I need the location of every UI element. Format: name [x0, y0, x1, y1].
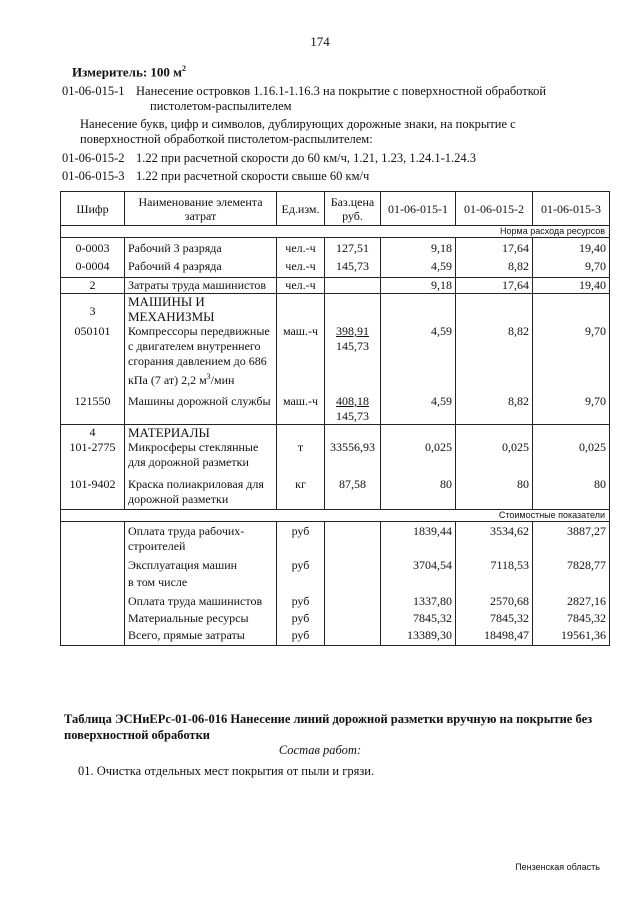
cost-unit: руб — [277, 609, 325, 626]
intro2-line-1: Нанесение букв, цифр и символов, дублирующих дорожные знаки, на покрытие с — [80, 117, 516, 131]
row-price-main: 398,91 — [336, 324, 369, 338]
header-col-2: 01-06-015-2 — [456, 192, 533, 226]
section-materials-row — [61, 425, 610, 441]
row-v2: 80 — [456, 470, 533, 510]
cost-v2: 18498,47 — [456, 626, 533, 646]
variant-code-2: 01-06-015-2 — [62, 151, 125, 165]
row-name: Машины дорожной службы — [125, 388, 277, 425]
table-row — [61, 440, 610, 470]
cost-name: Оплата труда рабочих-строителей — [125, 522, 277, 555]
section-machines-title: МАШИНЫ И МЕХАНИЗМЫ — [125, 294, 277, 325]
row-code: 0-0003 — [61, 238, 125, 257]
row-price-sub: 145,73 — [336, 409, 369, 423]
intro-text: Нанесение островков 1.16.1-1.16.3 на покрытие с поверхностной обработкой — [136, 84, 547, 98]
row-v1: 4,59 — [381, 324, 456, 388]
band-cost-row — [61, 510, 610, 522]
row-code: 101-9402 — [61, 470, 125, 510]
sostav-heading: Состав работ: — [278, 743, 362, 757]
cost-row — [61, 573, 610, 590]
section-machines-row — [61, 294, 610, 325]
row-unit: маш.-ч — [277, 388, 325, 425]
table-row — [61, 256, 610, 278]
cost-v3: 19561,36 — [533, 626, 610, 646]
cost-v3: 7828,77 — [533, 554, 610, 573]
band-cost-label: Стоимостные показатели — [61, 510, 610, 522]
row-code: 101-2775 — [61, 440, 125, 470]
row-v2: 17,64 — [456, 238, 533, 257]
intro2-line-2: поверхностной обработкой пистолетом-распылителем: — [80, 132, 373, 146]
row-unit: кг — [277, 470, 325, 510]
meter-label — [72, 64, 186, 80]
row-name: Рабочий 4 разряда — [125, 256, 277, 278]
row-v2: 8,82 — [456, 388, 533, 425]
header-name: Наименование элемента затрат — [125, 192, 277, 226]
table-row — [61, 324, 610, 388]
table-row — [61, 238, 610, 257]
row-name — [125, 324, 277, 388]
row-v1: 80 — [381, 470, 456, 510]
cost-unit: руб — [277, 522, 325, 555]
cost-v1: 7845,32 — [381, 609, 456, 626]
row-v1: 4,59 — [381, 256, 456, 278]
row-v1: 0,025 — [381, 440, 456, 470]
cost-row — [61, 522, 610, 555]
cost-name: Всего, прямые затраты — [125, 626, 277, 646]
cost-v1: 3704,54 — [381, 554, 456, 573]
cost-name: Оплата труда машинистов — [125, 590, 277, 609]
page-number: 174 — [310, 34, 330, 49]
cost-v3: 7845,32 — [533, 609, 610, 626]
row-unit: т — [277, 440, 325, 470]
cost-name: Материальные ресурсы — [125, 609, 277, 626]
norms-table — [60, 191, 610, 646]
row-v3: 9,70 — [533, 324, 610, 388]
table-row — [61, 388, 610, 425]
table-row — [61, 470, 610, 510]
band-norm-label: Норма расхода ресурсов — [61, 226, 610, 238]
cost-v2: 3534,62 — [456, 522, 533, 555]
band-norm-row — [61, 226, 610, 238]
cost-v1: 1337,80 — [381, 590, 456, 609]
row-name: Рабочий 3 разряда — [125, 238, 277, 257]
footer-region: Пензенская область — [515, 862, 600, 872]
cost-v1: 13389,30 — [381, 626, 456, 646]
row-v3: 19,40 — [533, 278, 610, 294]
row-v1: 9,18 — [381, 278, 456, 294]
cost-v2: 7845,32 — [456, 609, 533, 626]
cost-v1: 1839,44 — [381, 522, 456, 555]
row-v1: 9,18 — [381, 238, 456, 257]
cost-name: Эксплуатация машин — [125, 554, 277, 573]
row-name-text: Компрессоры передвижные с двигателем внутреннего сгорания давлением до 686 кПа (7 ат) 2,2 м — [128, 324, 270, 387]
row-name-sup: 3 — [206, 372, 211, 381]
cost-row — [61, 609, 610, 626]
row-name: Затраты труда машинистов — [125, 278, 277, 294]
row-unit: чел.-ч — [277, 278, 325, 294]
work-item: 01. Очистка отдельных мест покрытия от пыли и грязи. — [78, 764, 375, 778]
section-materials-title: МАТЕРИАЛЫ — [125, 425, 277, 441]
row-v3: 9,70 — [533, 256, 610, 278]
variant-text-3: 1.22 при расчетной скорости свыше 60 км/ч — [136, 169, 370, 183]
cost-row — [61, 554, 610, 573]
cost-unit: руб — [277, 554, 325, 573]
header-col-3: 01-06-015-3 — [533, 192, 610, 226]
row-price — [325, 278, 381, 294]
meter-sup: 2 — [182, 64, 187, 73]
row-price: 145,73 — [325, 256, 381, 278]
row-v1: 4,59 — [381, 388, 456, 425]
row-v3: 80 — [533, 470, 610, 510]
intro-code: 01-06-015-1 — [62, 84, 125, 98]
row-price-sub: 145,73 — [336, 339, 369, 353]
section-materials-code: 4 — [61, 425, 125, 441]
cost-name: в том числе — [125, 573, 277, 590]
row-v3: 9,70 — [533, 388, 610, 425]
header-col-1: 01-06-015-1 — [381, 192, 456, 226]
section-machines-code: 3 — [61, 294, 125, 325]
row-price — [325, 388, 381, 425]
header-unit: Ед.изм. — [277, 192, 325, 226]
row-v2: 17,64 — [456, 278, 533, 294]
meter-text: Измеритель: 100 м — [72, 64, 183, 80]
header-code: Шифр — [61, 192, 125, 226]
variant-text-2: 1.22 при расчетной скорости до 60 км/ч, 1.21, 1.23, 1.24.1-1.24.3 — [136, 151, 477, 165]
table-row — [61, 278, 610, 294]
table-caption: Таблица ЭСНиЕРс-01-06-016 Нанесение линий дорожной разметки вручную на покрытие без поверхностной обработки — [64, 712, 593, 742]
row-price-main: 408,18 — [336, 394, 369, 408]
row-code: 2 — [61, 278, 125, 294]
row-unit: чел.-ч — [277, 256, 325, 278]
row-name: Микросферы стеклянные для дорожной разметки — [125, 440, 277, 470]
row-code: 050101 — [61, 324, 125, 388]
row-price: 127,51 — [325, 238, 381, 257]
row-name: Краска полиакриловая для дорожной разметки — [125, 470, 277, 510]
cost-unit: руб — [277, 626, 325, 646]
row-name-end: /мин — [210, 373, 235, 387]
intro-text-cont: пистолетом-распылителем — [150, 99, 292, 113]
cost-row — [61, 590, 610, 609]
row-v2: 8,82 — [456, 256, 533, 278]
row-price: 33556,93 — [325, 440, 381, 470]
cost-v3: 3887,27 — [533, 522, 610, 555]
row-price: 87,58 — [325, 470, 381, 510]
variant-code-3: 01-06-015-3 — [62, 169, 125, 183]
row-code: 0-0004 — [61, 256, 125, 278]
table-header-row — [61, 192, 610, 226]
cost-v2: 7118,53 — [456, 554, 533, 573]
row-price — [325, 324, 381, 388]
row-unit: чел.-ч — [277, 238, 325, 257]
row-v2: 8,82 — [456, 324, 533, 388]
row-v3: 19,40 — [533, 238, 610, 257]
header-price: Баз.цена руб. — [325, 192, 381, 226]
cost-row — [61, 626, 610, 646]
cost-unit: руб — [277, 590, 325, 609]
row-code: 121550 — [61, 388, 125, 425]
row-v3: 0,025 — [533, 440, 610, 470]
cost-v2: 2570,68 — [456, 590, 533, 609]
row-unit: маш.-ч — [277, 324, 325, 388]
row-v2: 0,025 — [456, 440, 533, 470]
cost-v3: 2827,16 — [533, 590, 610, 609]
